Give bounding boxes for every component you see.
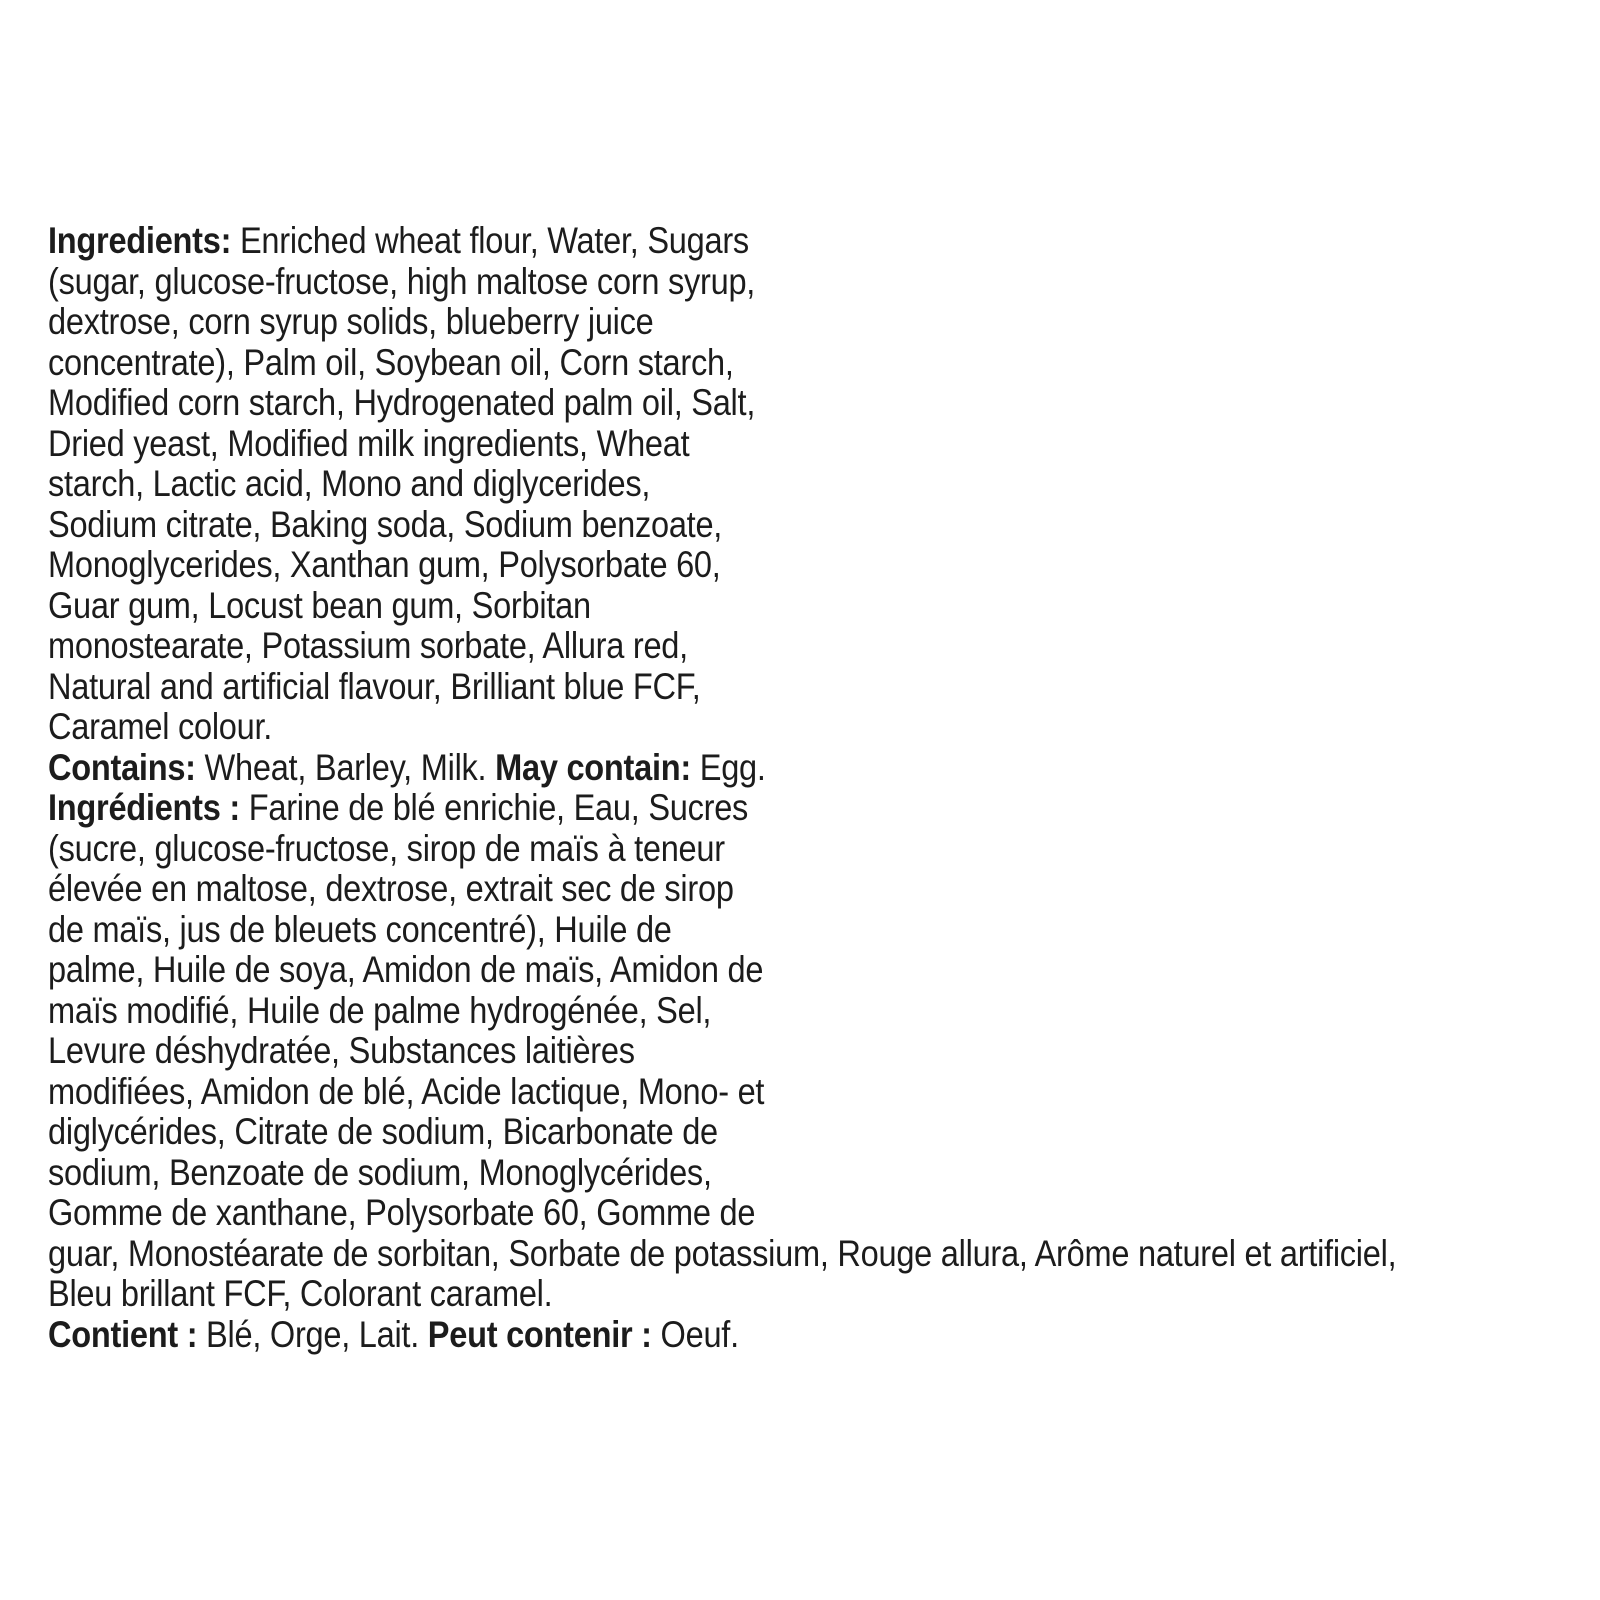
ingredient-line-segment: (sugar, glucose-fructose, high maltose corn syrup, <box>48 260 756 302</box>
ingredient-line <box>48 464 1412 505</box>
ingredient-line <box>48 1031 1412 1072</box>
ingredient-line-segment: Guar gum, Locust bean gum, Sorbitan <box>48 584 591 626</box>
ingredient-line-segment: Oeuf. <box>651 1313 739 1355</box>
ingredient-line-segment: Farine de blé enrichie, Eau, Sucres <box>239 787 749 828</box>
ingredient-line <box>48 343 1412 384</box>
ingredient-line-segment: Egg. <box>690 746 766 788</box>
ingredient-line <box>48 991 1412 1032</box>
ingredient-line-segment: dextrose, corn syrup solids, blueberry juice <box>48 301 654 342</box>
ingredient-line-segment: maïs modifié, Huile de palme hydrogénée, Sel, <box>48 989 712 1031</box>
ingredient-line <box>48 1315 1412 1356</box>
ingredient-line-segment: Enriched wheat flour, Water, Sugars <box>231 220 749 261</box>
ingredient-line <box>48 667 1412 708</box>
ingredient-line-segment: Gomme de xanthane, Polysorbate 60, Gomme de <box>48 1192 756 1233</box>
ingredient-line-segment: Monoglycerides, Xanthan gum, Polysorbate 60, <box>48 544 721 585</box>
ingredient-line <box>48 950 1412 991</box>
ingredient-line <box>48 262 1412 303</box>
ingredient-line-segment: starch, Lactic acid, Mono and diglycerides, <box>48 463 651 504</box>
ingredient-line <box>48 424 1412 465</box>
ingredient-line <box>48 1193 1412 1234</box>
ingredient-line <box>48 869 1412 910</box>
ingredient-line-segment: de maïs, jus de bleuets concentré), Huile de <box>48 908 672 950</box>
ingredient-line <box>48 221 1412 262</box>
ingredient-line <box>48 1153 1412 1194</box>
ingredient-line <box>48 1072 1412 1113</box>
ingredient-line-segment: Sodium citrate, Baking soda, Sodium benzoate, <box>48 503 723 545</box>
ingredient-line <box>48 383 1412 424</box>
ingredient-line-segment: sodium, Benzoate de sodium, Monoglycérides, <box>48 1151 712 1193</box>
ingredient-line-segment: concentrate), Palm oil, Soybean oil, Corn starch, <box>48 341 734 383</box>
ingredient-line-segment: Bleu brillant FCF, Colorant caramel. <box>48 1273 553 1314</box>
ingredient-line <box>48 1112 1412 1153</box>
ingredient-line-segment: Modified corn starch, Hydrogenated palm oil, Salt, <box>48 382 756 423</box>
ingredient-line-bold-segment: Ingrédients : <box>48 787 240 828</box>
ingredient-line <box>48 788 1412 829</box>
ingredient-line <box>48 707 1412 748</box>
ingredient-line-bold-segment: May contain: <box>495 746 691 788</box>
ingredient-line <box>48 302 1412 343</box>
ingredient-line <box>48 748 1412 789</box>
ingredient-line-bold-segment: Contient : <box>48 1313 198 1355</box>
ingredient-line-bold-segment: Ingredients: <box>48 220 232 261</box>
ingredient-line <box>48 910 1412 951</box>
ingredient-line <box>48 505 1412 546</box>
ingredient-line-segment: modifiées, Amidon de blé, Acide lactique, Mono- et <box>48 1070 765 1112</box>
ingredient-line-segment: diglycérides, Citrate de sodium, Bicarbonate de <box>48 1111 718 1152</box>
ingredient-line-segment: Natural and artificial flavour, Brilliant blue FCF, <box>48 665 701 707</box>
ingredient-line <box>48 586 1412 627</box>
ingredient-line <box>48 1234 1412 1275</box>
ingredient-line-segment: Dried yeast, Modified milk ingredients, Wheat <box>48 422 690 464</box>
ingredient-line-bold-segment: Peut contenir : <box>427 1313 652 1355</box>
ingredient-line-segment: palme, Huile de soya, Amidon de maïs, Amidon de <box>48 949 764 990</box>
ingredient-line-segment: élevée en maltose, dextrose, extrait sec de sirop <box>48 868 734 909</box>
ingredients-label <box>48 221 1412 1355</box>
ingredient-line-segment: Wheat, Barley, Milk. <box>195 746 496 788</box>
ingredient-line <box>48 626 1412 667</box>
ingredient-line-segment: Caramel colour. <box>48 706 273 747</box>
ingredient-line-segment: Blé, Orge, Lait. <box>197 1313 428 1355</box>
ingredient-line-segment: guar, Monostéarate de sorbitan, Sorbate de potassium, Rouge allura, Arôme naturel et artificiel, <box>48 1232 1397 1274</box>
ingredient-line <box>48 1274 1412 1315</box>
ingredient-line-bold-segment: Contains: <box>48 746 196 788</box>
ingredient-line-segment: monostearate, Potassium sorbate, Allura red, <box>48 625 688 666</box>
ingredient-line <box>48 545 1412 586</box>
ingredient-line <box>48 829 1412 870</box>
ingredient-line-segment: (sucre, glucose-fructose, sirop de maïs à teneur <box>48 827 725 869</box>
ingredient-line-segment: Levure déshydratée, Substances laitières <box>48 1030 635 1071</box>
